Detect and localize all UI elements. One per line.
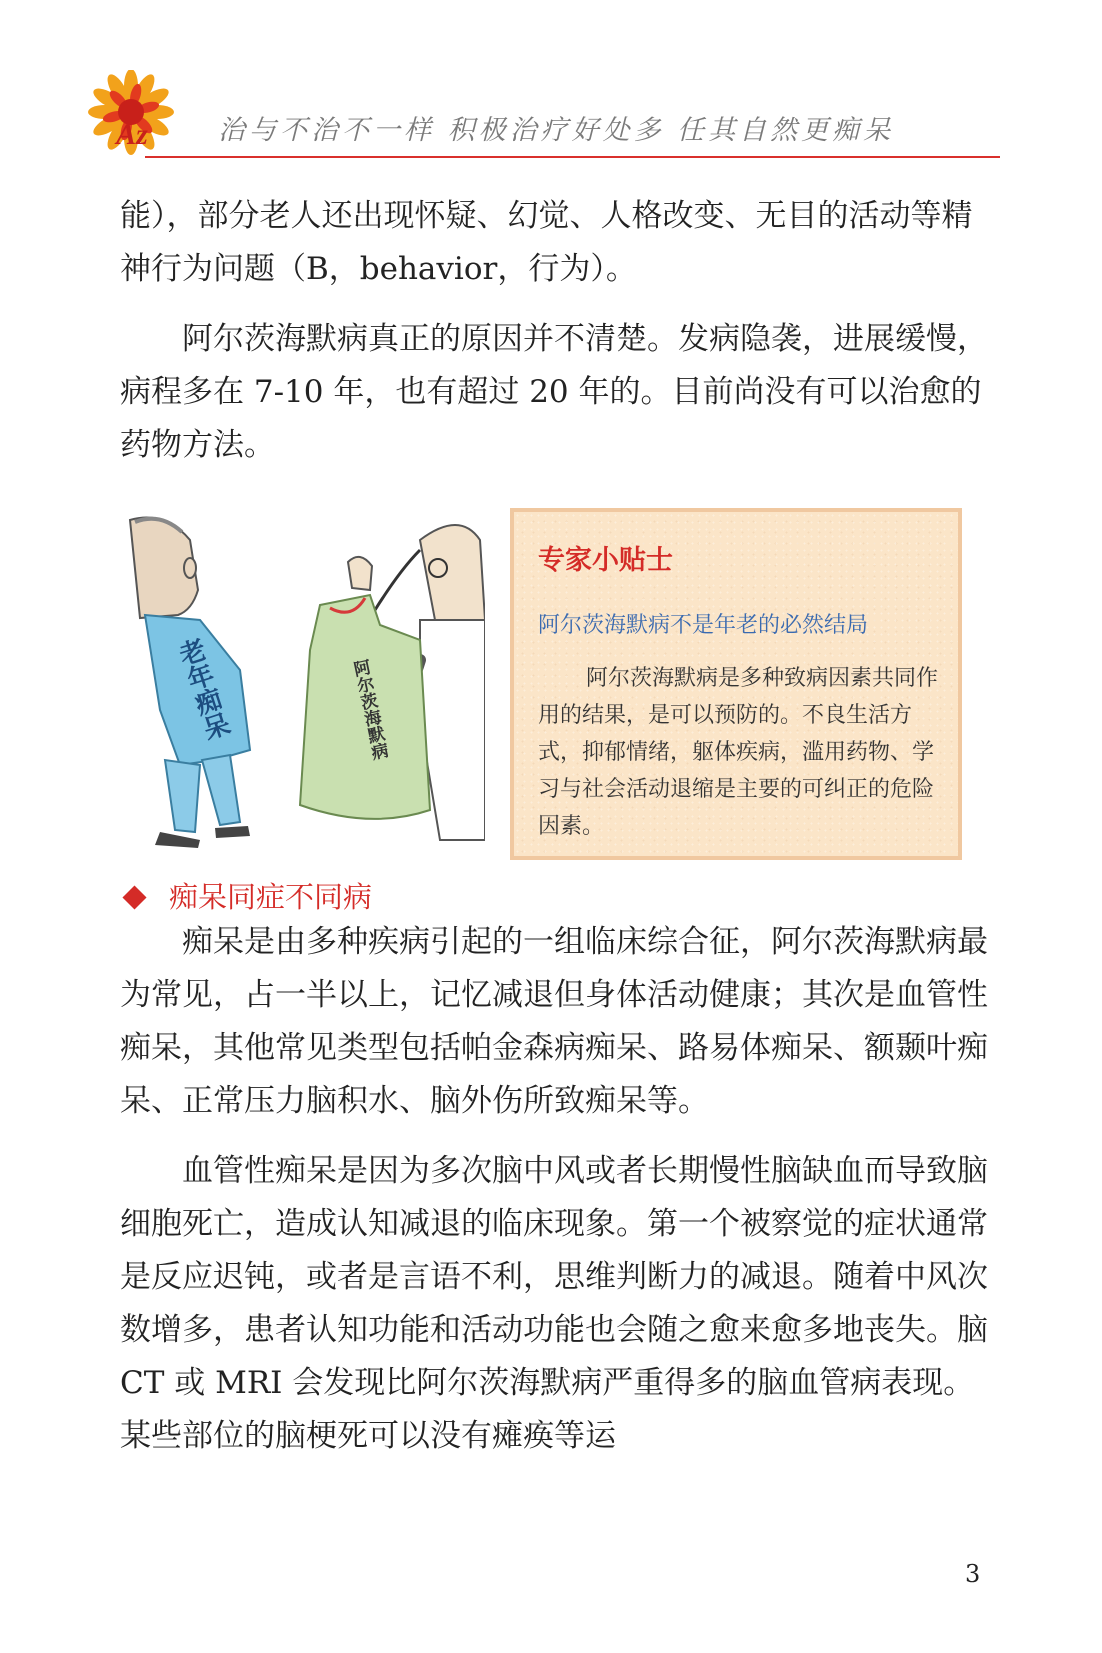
section-heading-text: 痴呆同症不同病 xyxy=(169,880,373,914)
patient-label: 老年痴呆 xyxy=(171,635,233,744)
top-text-block xyxy=(120,190,990,472)
cartoon-illustration xyxy=(120,510,485,850)
tip-title: 专家小贴士 xyxy=(538,545,673,576)
expert-tip-box xyxy=(510,508,962,860)
vest-figure xyxy=(300,595,430,819)
page-number: 3 xyxy=(965,1560,981,1588)
svg-text:Az: Az xyxy=(116,118,148,151)
header-divider xyxy=(145,156,1000,158)
bottom-text-block xyxy=(120,916,990,1463)
paragraph-vascular-dementia: 血管性痴呆是因为多次脑中风或者长期慢性脑缺血而导致脑细胞死亡，造成认知减退的临床现象。第一个被察觉的症状通常是反应迟钝，或者是言语不利，思维判断力的减退。随着中风次数增多，患者认知功能和活动功能也会随之愈来愈多地丧失。脑 CT 或 MRI 会发现比阿尔茨海默病严重得多的脑血管病表现。某些部位的脑梗死可以没有瘫痪等运 xyxy=(120,1153,988,1454)
diamond-bullet-icon xyxy=(122,885,146,909)
paragraph-continuation: 能），部分老人还出现怀疑、幻觉、人格改变、无目的活动等精神行为问题（B，behavior，行为）。 xyxy=(120,198,973,287)
section-heading xyxy=(120,875,372,916)
vest-label: 阿尔茨海默病 xyxy=(348,657,389,762)
paragraph-cause: 阿尔茨海默病真正的原因并不清楚。发病隐袭，进展缓慢，病程多在 7-10 年，也有超过 20 年的。目前尚没有可以治愈的药物方法。 xyxy=(120,321,988,463)
elderly-patient-figure xyxy=(130,518,250,849)
tip-body: 阿尔茨海默病是多种致病因素共同作用的结果，是可以预防的。不良生活方式，抑郁情绪，躯体疾病，滥用药物、学习与社会活动退缩是主要的可纠正的危险因素。 xyxy=(538,666,939,839)
paragraph-dementia-types: 痴呆是由多种疾病引起的一组临床综合征，阿尔茨海默病最为常见，占一半以上，记忆减退但身体活动健康；其次是血管性痴呆，其他常见类型包括帕金森病痴呆、路易体痴呆、额颞叶痴呆、正常压力脑积水、脑外伤所致痴呆等。 xyxy=(120,924,988,1119)
logo-icon xyxy=(86,70,176,160)
tip-subtitle: 阿尔茨海默病不是年老的必然结局 xyxy=(538,613,869,638)
header-slogan: 治与不治不一样 积极治疗好处多 任其自然更痴呆 xyxy=(218,115,895,146)
